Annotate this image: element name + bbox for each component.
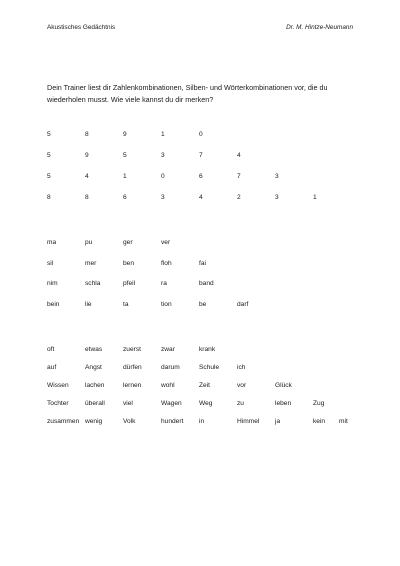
syllable-cell: ra xyxy=(161,280,167,287)
header-author: Dr. M. Hintze-Neumann xyxy=(286,24,353,31)
word-cell: vor xyxy=(237,382,247,389)
word-cell: Volk xyxy=(123,418,136,425)
syllable-cell: nim xyxy=(47,280,58,287)
number-cell: 4 xyxy=(199,194,203,201)
number-cell: 3 xyxy=(275,173,279,180)
word-cell: zwar xyxy=(161,346,175,353)
word-cell: zuerst xyxy=(123,346,141,353)
syllable-cell: lie xyxy=(85,300,92,308)
syllable-cell: mer xyxy=(85,259,97,267)
syllable-cell: schla xyxy=(85,280,101,287)
number-cell: 8 xyxy=(47,194,51,201)
number-cell: 9 xyxy=(85,152,89,159)
word-cell: Glück xyxy=(275,382,292,389)
syllable-cell: bein xyxy=(47,300,60,308)
word-cell: dürfen xyxy=(123,364,142,371)
word-cell: krank xyxy=(199,346,216,353)
instructions xyxy=(47,82,357,106)
syllable-cell: floh xyxy=(161,259,172,267)
number-cell: 4 xyxy=(85,173,89,180)
word-cell: Zeit xyxy=(199,382,210,389)
number-cell: 7 xyxy=(199,152,203,159)
instructions-line-1: Dein Trainer liest dir Zahlenkombinationen, Silben- und Wörterkombinationen vor, die du xyxy=(47,83,328,92)
word-cell: viel xyxy=(123,400,133,407)
word-cell: Angst xyxy=(85,364,102,371)
number-cell: 3 xyxy=(161,152,165,159)
number-cell: 6 xyxy=(123,194,127,201)
word-cell: überall xyxy=(85,400,105,407)
word-cell: mit xyxy=(339,418,348,425)
number-cell: 1 xyxy=(123,173,127,180)
word-cell: kein xyxy=(313,418,326,425)
number-cell: 1 xyxy=(313,194,317,201)
word-cell: leben xyxy=(275,400,292,407)
number-cell: 4 xyxy=(237,152,241,159)
number-cell: 8 xyxy=(85,131,89,138)
syllable-cell: sil xyxy=(47,259,54,267)
word-cell: Wagen xyxy=(161,400,182,407)
word-cell: ja xyxy=(275,418,281,425)
number-cell: 5 xyxy=(123,152,127,159)
number-cell: 9 xyxy=(123,131,127,138)
syllable-cell: ver xyxy=(161,239,171,246)
word-cell: zu xyxy=(237,400,244,407)
number-cell: 6 xyxy=(199,173,203,180)
word-cell: Himmel xyxy=(237,418,260,425)
word-cell: Wissen xyxy=(47,382,69,389)
number-cell: 5 xyxy=(47,173,51,180)
number-cell: 5 xyxy=(47,131,51,138)
syllable-cell: pfeil xyxy=(123,280,136,287)
syllable-cell: ben xyxy=(123,259,135,267)
number-cell: 7 xyxy=(237,173,241,180)
syllable-cell: ta xyxy=(123,300,129,308)
syllable-cell: darf xyxy=(237,300,249,308)
word-cell: Zug xyxy=(313,400,325,407)
number-cell: 2 xyxy=(237,194,241,201)
word-cell: Tochter xyxy=(47,400,69,407)
number-cell: 3 xyxy=(275,194,279,201)
word-cell: zusammen xyxy=(47,418,80,425)
word-cell: darum xyxy=(161,364,180,371)
number-cell: 1 xyxy=(161,131,165,138)
syllable-cell: band xyxy=(199,280,214,287)
word-cell: wenig xyxy=(85,418,103,425)
number-cell: 8 xyxy=(85,194,89,201)
word-cell: oft xyxy=(47,346,55,353)
word-cell: etwas xyxy=(85,346,103,353)
syllable-cell: ma xyxy=(47,239,57,246)
syllable-cell: fai xyxy=(199,259,206,267)
word-cell: auf xyxy=(47,364,57,371)
number-cell: 5 xyxy=(47,152,51,159)
word-cell: lernen xyxy=(123,382,142,389)
header-title: Akustisches Gedächtnis xyxy=(47,24,116,31)
syllable-cell: be xyxy=(199,300,207,308)
word-cell: in xyxy=(199,418,205,425)
word-cell: Schule xyxy=(199,364,220,371)
syllable-cell: tion xyxy=(161,300,172,308)
instructions-line-2: wiederholen musst. Wie viele kannst du dir merken? xyxy=(47,95,214,104)
number-cell: 3 xyxy=(161,194,165,201)
word-cell: wohl xyxy=(161,382,175,389)
word-cell: ich xyxy=(237,364,246,371)
word-cell: lachen xyxy=(85,382,105,389)
syllable-cell: pu xyxy=(85,239,93,246)
syllable-cell: ger xyxy=(123,239,133,246)
number-cell: 0 xyxy=(161,173,165,180)
word-cell: hundert xyxy=(161,418,184,425)
number-cell: 0 xyxy=(199,131,203,138)
word-cell: Weg xyxy=(199,400,213,407)
